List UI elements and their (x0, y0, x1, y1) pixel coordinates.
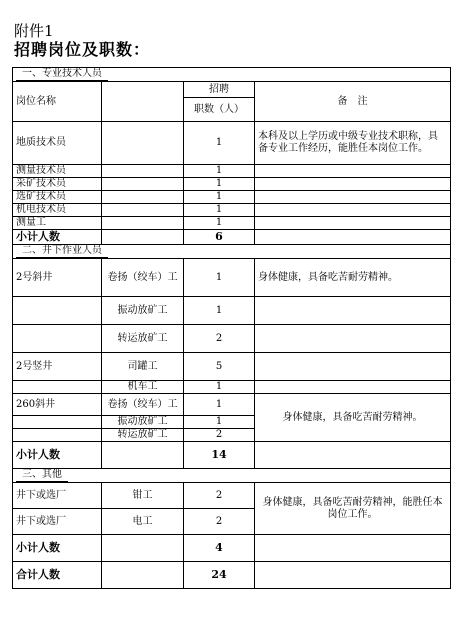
subtotal-label: 小计人数 (13, 442, 102, 469)
blank-cell (102, 204, 184, 217)
position-count: 1 (184, 165, 255, 178)
job-name: 振动放矿工 (102, 297, 184, 325)
header-recruit-bottom: 职数（人） (184, 98, 255, 122)
total-label: 合计人数 (13, 562, 102, 589)
workplace-name: 2号斜井 (13, 259, 102, 297)
blank-cell (102, 562, 184, 589)
job-count: 2 (184, 483, 255, 509)
blank-cell (255, 535, 451, 562)
blank-cell (255, 442, 451, 469)
subtotal-value: 6 (184, 230, 255, 245)
job-name: 电工 (102, 509, 184, 535)
position-name: 地质技术员 (13, 122, 102, 165)
job-count: 5 (184, 353, 255, 381)
workplace-name: 260斜井 (13, 394, 102, 416)
job-name: 机车工 (102, 381, 184, 394)
job-name: 卷扬（绞车）工 (102, 394, 184, 416)
blank-cell (102, 122, 184, 165)
job-note: 身体健康，具备吃苦耐劳精神。 (255, 259, 451, 297)
job-count: 1 (184, 416, 255, 429)
header-blank (102, 82, 184, 122)
position-name: 机电技术员 (13, 204, 102, 217)
position-count: 1 (184, 217, 255, 230)
job-count: 1 (184, 259, 255, 297)
section-title-underground: 二、井下作业人员 (13, 245, 451, 259)
job-count: 1 (184, 381, 255, 394)
blank-cell (255, 191, 451, 204)
total-value: 24 (184, 562, 255, 589)
job-count: 1 (184, 394, 255, 416)
workplace-name: 井下或选厂 (13, 509, 102, 535)
blank-cell (13, 429, 102, 442)
blank-cell (255, 381, 451, 394)
recruitment-table (12, 67, 451, 589)
blank-cell (255, 165, 451, 178)
position-count: 1 (184, 122, 255, 165)
document-heading (14, 22, 150, 60)
position-name: 测量工 (13, 217, 102, 230)
job-count: 2 (184, 429, 255, 442)
blank-cell (102, 442, 184, 469)
blank-cell (255, 204, 451, 217)
job-note: 身体健康，具备吃苦耐劳精神。 (255, 394, 451, 442)
blank-cell (255, 297, 451, 325)
job-name: 转运放矿工 (102, 429, 184, 442)
header-recruit-top: 招聘 (184, 82, 255, 98)
position-name: 采矿技术员 (13, 178, 102, 191)
blank-cell (102, 535, 184, 562)
subtotal-value: 4 (184, 535, 255, 562)
job-name: 振动放矿工 (102, 416, 184, 429)
blank-cell (102, 217, 184, 230)
job-name: 钳工 (102, 483, 184, 509)
blank-cell (102, 191, 184, 204)
position-name: 测量技术员 (13, 165, 102, 178)
job-name: 转运放矿工 (102, 325, 184, 353)
job-name: 司罐工 (102, 353, 184, 381)
subtotal-value: 14 (184, 442, 255, 469)
blank-cell (255, 562, 451, 589)
blank-cell (255, 230, 451, 245)
job-count: 2 (184, 509, 255, 535)
blank-cell (255, 325, 451, 353)
blank-cell (102, 178, 184, 191)
position-count: 1 (184, 204, 255, 217)
attachment-label: 附件1 (14, 22, 54, 40)
blank-cell (255, 178, 451, 191)
blank-cell (102, 230, 184, 245)
subtotal-label: 小计人数 (13, 535, 102, 562)
blank-cell (13, 381, 102, 394)
header-remarks: 备 注 (255, 82, 451, 122)
blank-cell (255, 353, 451, 381)
blank-cell (13, 297, 102, 325)
workplace-name: 井下或选厂 (13, 483, 102, 509)
header-position: 岗位名称 (13, 82, 102, 122)
position-count: 1 (184, 191, 255, 204)
subtotal-label: 小计人数 (13, 230, 102, 245)
job-name: 卷扬（绞车）工 (102, 259, 184, 297)
document-title: 招聘岗位及职数： (14, 40, 151, 59)
section-title-professional: 一、专业技术人员 (13, 68, 451, 82)
position-note: 本科及以上学历或中级专业技术职称，具备专业工作经历，能胜任本岗位工作。 (255, 122, 451, 165)
position-count: 1 (184, 178, 255, 191)
blank-cell (13, 416, 102, 429)
workplace-name: 2号竖井 (13, 353, 102, 381)
position-name: 选矿技术员 (13, 191, 102, 204)
section-title-other: 三、其他 (13, 469, 451, 483)
blank-cell (255, 217, 451, 230)
job-count: 2 (184, 325, 255, 353)
job-note: 身体健康，具备吃苦耐劳精神，能胜任本岗位工作。 (255, 483, 451, 535)
blank-cell (102, 165, 184, 178)
blank-cell (13, 325, 102, 353)
job-count: 1 (184, 297, 255, 325)
